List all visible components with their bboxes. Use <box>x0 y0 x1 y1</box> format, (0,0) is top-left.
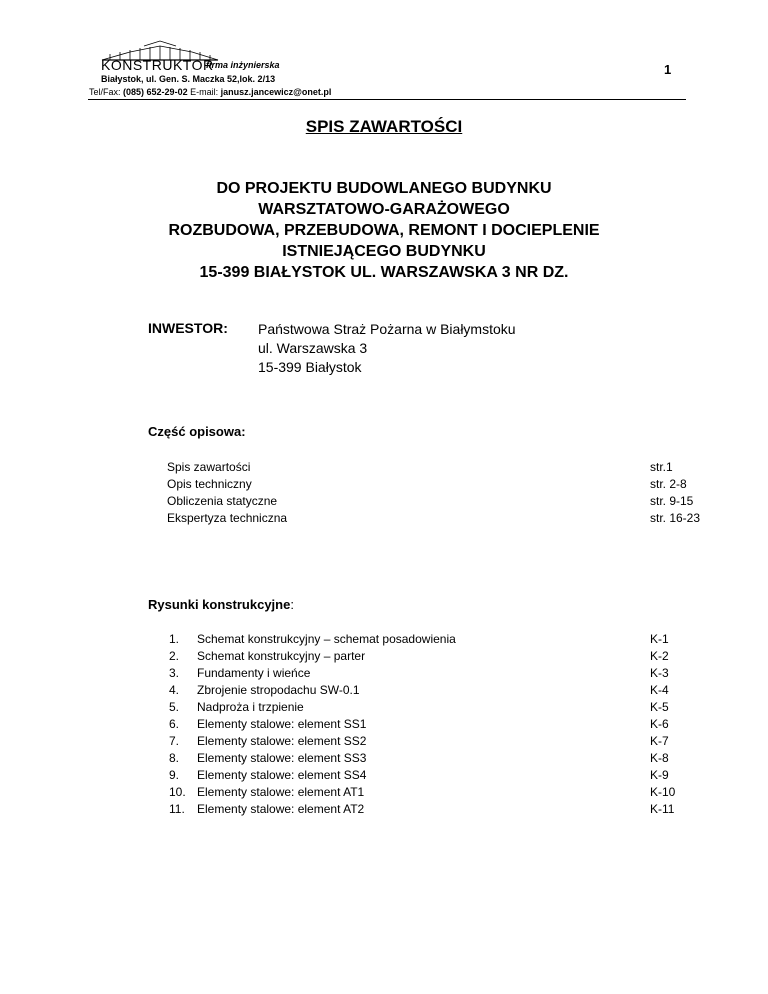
item-number: 7. <box>169 734 180 748</box>
item-name: Elementy stalowe: element SS3 <box>197 751 367 765</box>
company-address: Białystok, ul. Gen. S. Maczka 52,lok. 2/13 <box>101 74 276 84</box>
page-ref: str. 2-8 <box>650 477 687 491</box>
investor-line: ul. Warszawska 3 <box>258 340 368 356</box>
list-item <box>169 767 456 784</box>
project-line: DO PROJEKTU BUDOWLANEGO BUDYNKU <box>216 180 552 197</box>
project-line: ISTNIEJĄCEGO BUDYNKU <box>282 243 486 260</box>
investor-line: 15-399 Białystok <box>258 359 362 375</box>
list-item <box>169 631 456 648</box>
drawings-codes <box>650 631 675 818</box>
item-name: Elementy stalowe: element AT2 <box>197 802 365 816</box>
page-number: 1 <box>664 62 672 77</box>
descriptive-heading: Część opisowa: <box>148 424 246 439</box>
drawing-code: K-4 <box>650 683 669 697</box>
investor-label: INWESTOR: <box>148 320 228 336</box>
company-phone: (085) 652-29-02 <box>123 87 188 97</box>
drawing-code: K-6 <box>650 717 669 731</box>
drawing-code: K-8 <box>650 751 669 765</box>
drawing-code: K-9 <box>650 768 669 782</box>
company-subtitle: firma inżynierska <box>206 60 280 70</box>
list-item: Obliczenia statyczne <box>167 494 278 508</box>
drawing-code: K-5 <box>650 700 669 714</box>
item-name: Elementy stalowe: element SS2 <box>197 734 367 748</box>
project-line: 15-399 BIAŁYSTOK UL. WARSZAWSKA 3 NR DZ. <box>199 264 569 281</box>
drawing-code: K-11 <box>650 802 675 816</box>
project-line: WARSZTATOWO-GARAŻOWEGO <box>258 201 510 218</box>
item-number: 8. <box>169 751 180 765</box>
list-item <box>169 801 456 818</box>
drawing-code: K-10 <box>650 785 676 799</box>
email-label: E-mail: <box>190 87 219 97</box>
item-number: 1. <box>169 632 180 646</box>
investor-details <box>258 320 516 377</box>
list-item <box>169 648 456 665</box>
item-name: Schemat konstrukcyjny – schemat posadowienia <box>197 632 456 646</box>
drawing-code: K-2 <box>650 649 669 663</box>
list-item <box>169 665 456 682</box>
item-name: Zbrojenie stropodachu SW-0.1 <box>197 683 360 697</box>
project-line: ROZBUDOWA, PRZEBUDOWA, REMONT I DOCIEPLENIE <box>168 222 600 239</box>
item-number: 11. <box>169 802 185 816</box>
drawing-code: K-1 <box>650 632 669 646</box>
item-name: Elementy stalowe: element SS4 <box>197 768 367 782</box>
item-number: 6. <box>169 717 180 731</box>
item-number: 5. <box>169 700 180 714</box>
descriptive-pages <box>650 459 700 527</box>
item-name: Fundamenty i wieńce <box>197 666 311 680</box>
company-name: KONSTRUKTOR <box>101 57 214 73</box>
item-name: Schemat konstrukcyjny – parter <box>197 649 366 663</box>
drawing-code: K-3 <box>650 666 669 680</box>
investor-line: Państwowa Straż Pożarna w Białymstoku <box>258 321 516 337</box>
item-name: Nadproża i trzpienie <box>197 700 304 714</box>
drawings-heading-text: Rysunki konstrukcyjne <box>148 597 291 612</box>
list-item: Ekspertyza techniczna <box>167 511 288 525</box>
drawings-list <box>169 631 456 818</box>
item-number: 3. <box>169 666 180 680</box>
contact-label: Tel/Fax: <box>89 87 121 97</box>
list-item: Opis techniczny <box>167 477 252 491</box>
document-title: SPIS ZAWARTOŚCI <box>305 117 463 136</box>
page-ref: str. 16-23 <box>650 511 701 525</box>
drawings-heading-colon: : <box>290 597 294 612</box>
header-divider <box>88 99 686 100</box>
item-number: 4. <box>169 683 180 697</box>
company-contact <box>89 87 331 97</box>
list-item <box>169 682 456 699</box>
page-ref: str. 9-15 <box>650 494 694 508</box>
item-number: 2. <box>169 649 180 663</box>
drawings-heading <box>148 597 294 612</box>
list-item <box>169 699 456 716</box>
list-item: Spis zawartości <box>167 460 251 474</box>
item-name: Elementy stalowe: element AT1 <box>197 785 365 799</box>
list-item <box>169 716 456 733</box>
page-ref: str.1 <box>650 460 673 474</box>
list-item <box>169 750 456 767</box>
company-email: janusz.jancewicz@onet.pl <box>220 87 332 97</box>
list-item <box>169 784 456 801</box>
descriptive-list <box>167 459 287 527</box>
project-description <box>0 178 768 283</box>
drawing-code: K-7 <box>650 734 669 748</box>
item-name: Elementy stalowe: element SS1 <box>197 717 367 731</box>
item-number: 10. <box>169 785 186 799</box>
item-number: 9. <box>169 768 180 782</box>
list-item <box>169 733 456 750</box>
